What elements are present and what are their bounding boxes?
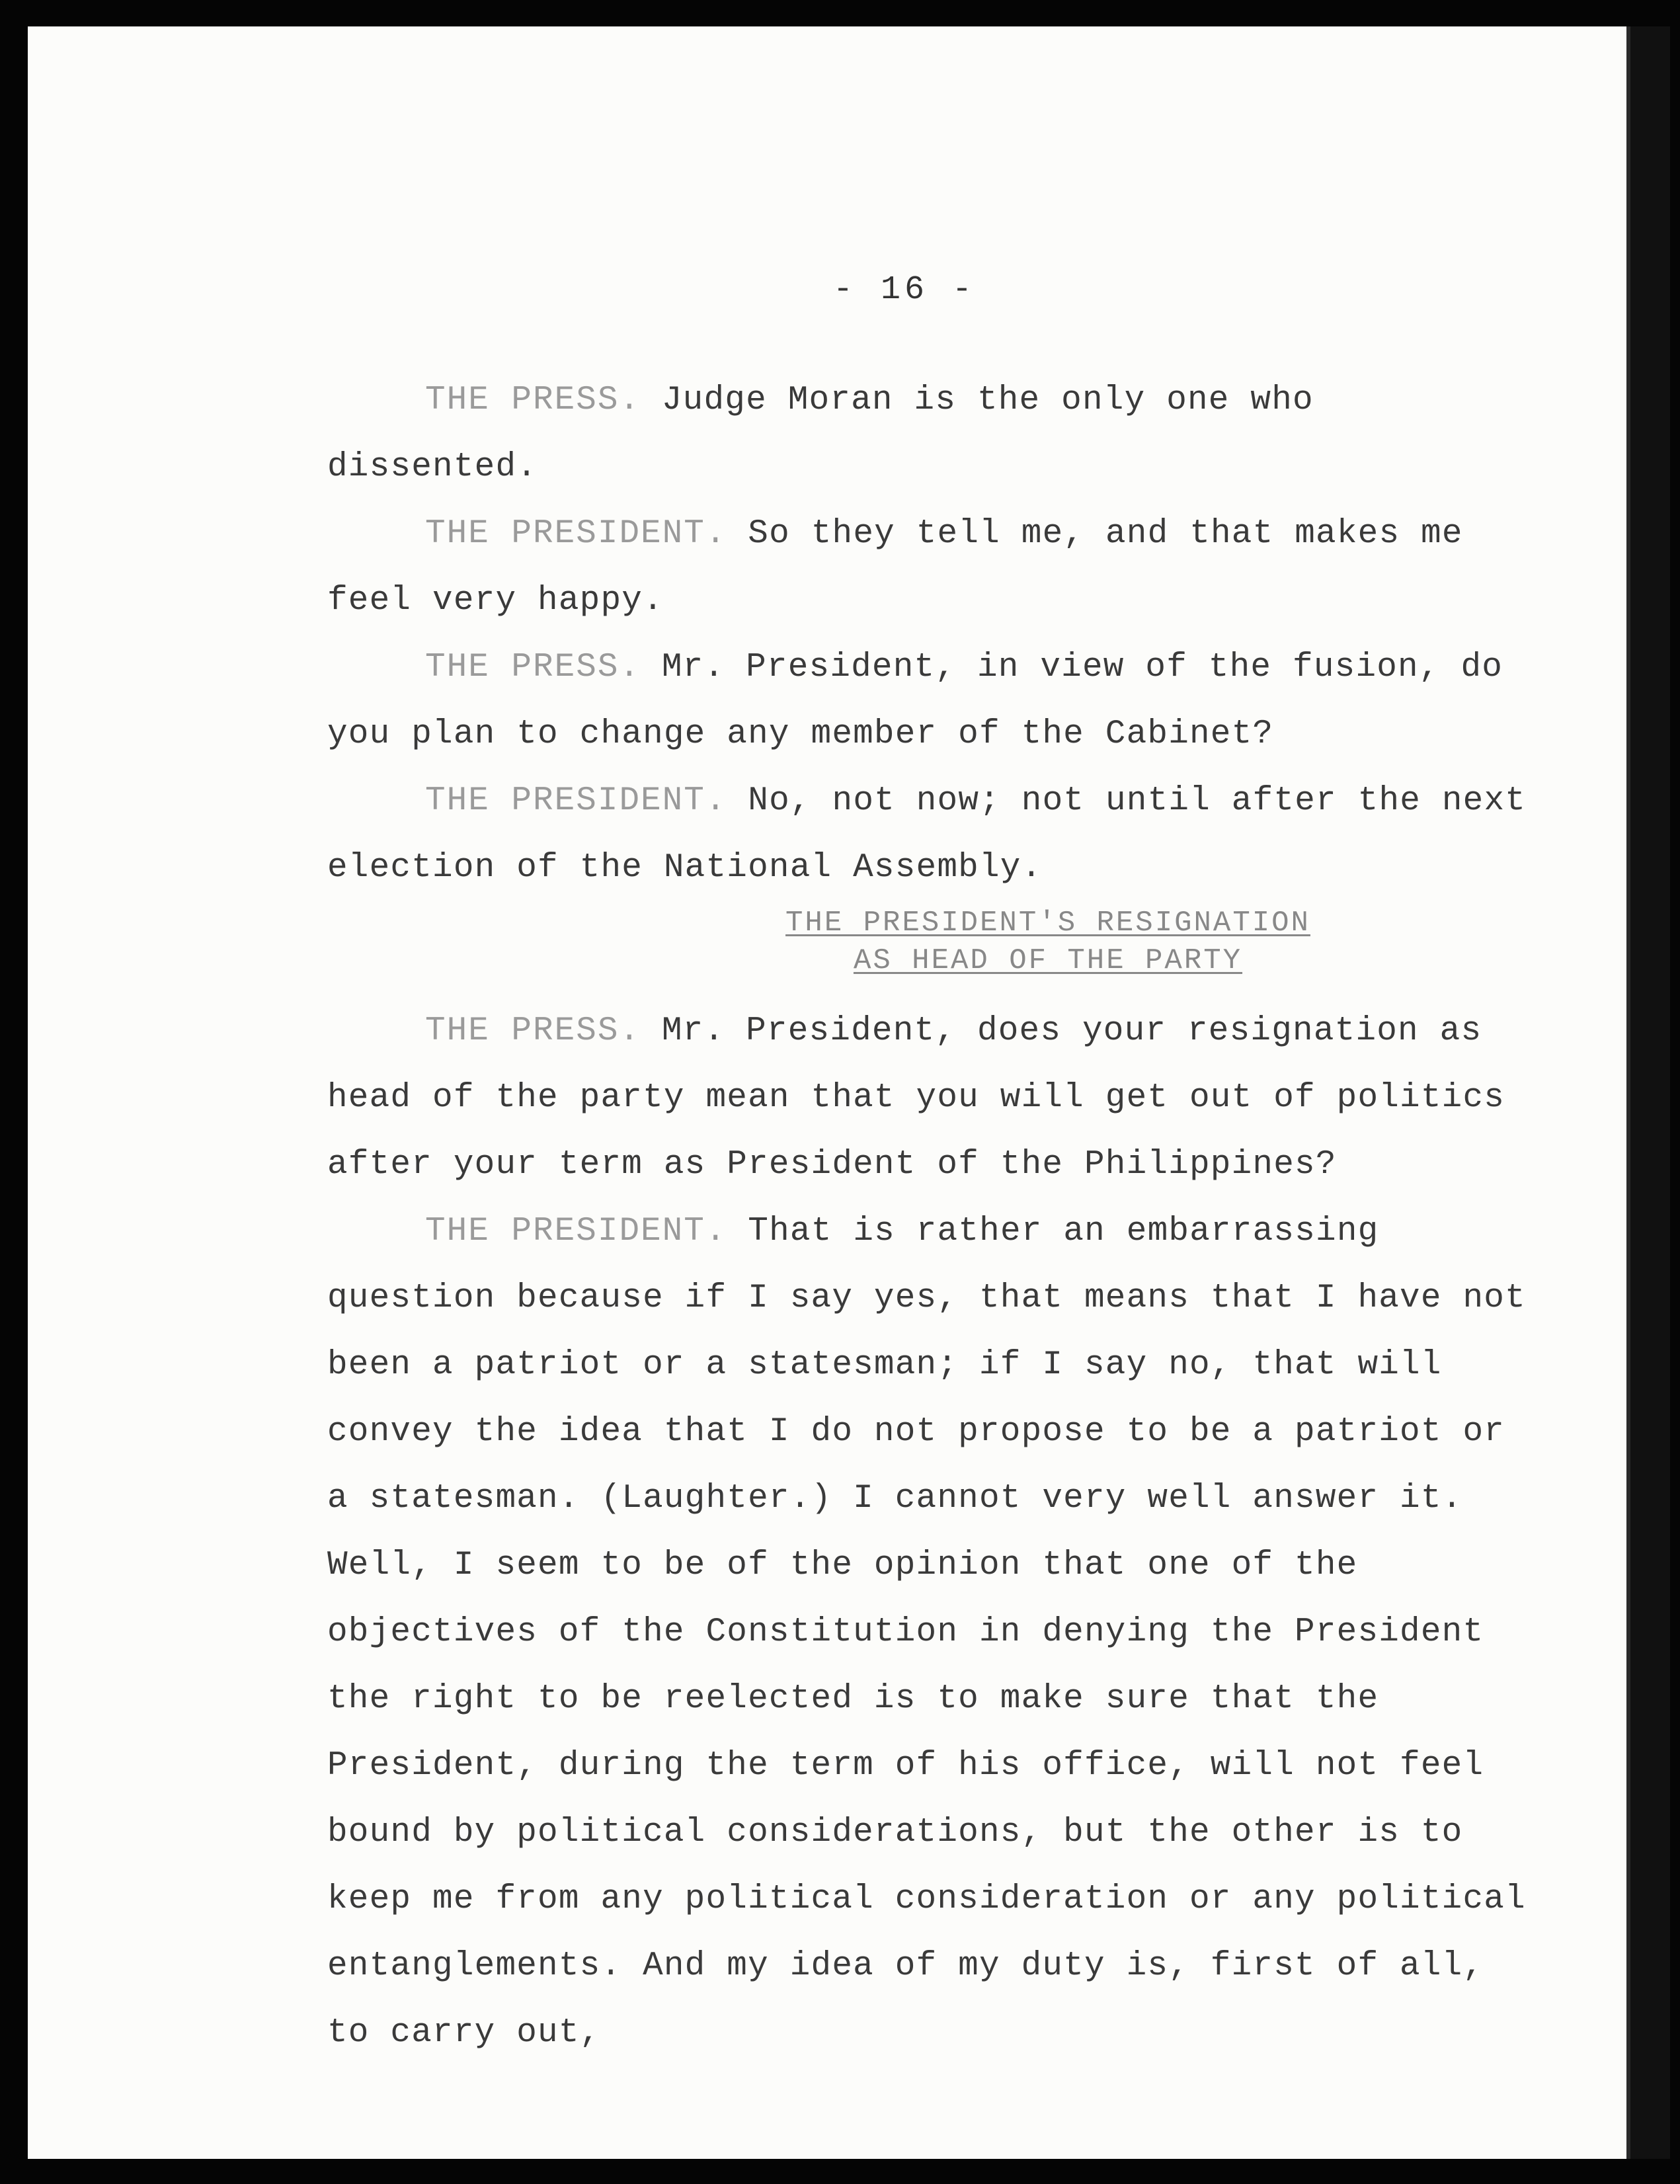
speech-text: So they tell me, and that makes me feel very happy. xyxy=(327,515,1463,620)
scan-edge xyxy=(1626,26,1670,2159)
speaker-label: THE PRESS. xyxy=(425,1012,641,1050)
paragraph xyxy=(327,1198,1531,2066)
section-heading xyxy=(565,904,1531,979)
speaker-label: THE PRESS. xyxy=(425,649,641,686)
paragraph xyxy=(327,367,1531,501)
speaker-label: THE PRESS. xyxy=(425,382,641,419)
speaker-label: THE PRESIDENT. xyxy=(425,515,727,553)
section-heading-line-1: THE PRESIDENT'S RESIGNATION xyxy=(785,907,1310,940)
speech-text: That is rather an embarrassing question because if I say yes, that means that I have not been a patriot or a statesman; if I say no, that will convey the idea that I do not propose to be a patriot or a statesman. (Laughter.) I cannot very well answer it. Well, I seem to be of the opinion that one of the objectives of the Constitution in denying the President the right to be reelected is to make sure that the President, during the term of his office, will not feel bound by political considerations, but the other is to keep me from any political consideration or any political entanglements. And my idea of my duty is, first of all, to carry out, xyxy=(327,1213,1526,2052)
speech-text: Judge Moran is the only one who dissented. xyxy=(327,382,1314,486)
speech-text: Mr. President, does your resignation as head of the party mean that you will get out of politics after your term as President of the Philippines? xyxy=(327,1012,1505,1184)
section-heading-line-2: AS HEAD OF THE PARTY xyxy=(853,944,1243,977)
paragraph xyxy=(327,501,1531,634)
speech-text: Mr. President, in view of the fusion, do you plan to change any member of the Cabinet? xyxy=(327,649,1503,753)
paragraph xyxy=(327,634,1531,768)
paragraph xyxy=(327,768,1531,901)
speaker-label: THE PRESIDENT. xyxy=(425,1213,727,1250)
transcript-body xyxy=(327,367,1531,2066)
paragraph xyxy=(327,998,1531,1198)
speech-text: No, not now; not until after the next election of the National Assembly. xyxy=(327,782,1527,887)
speaker-label: THE PRESIDENT. xyxy=(425,782,727,820)
page-number: - 16 - xyxy=(833,271,977,309)
